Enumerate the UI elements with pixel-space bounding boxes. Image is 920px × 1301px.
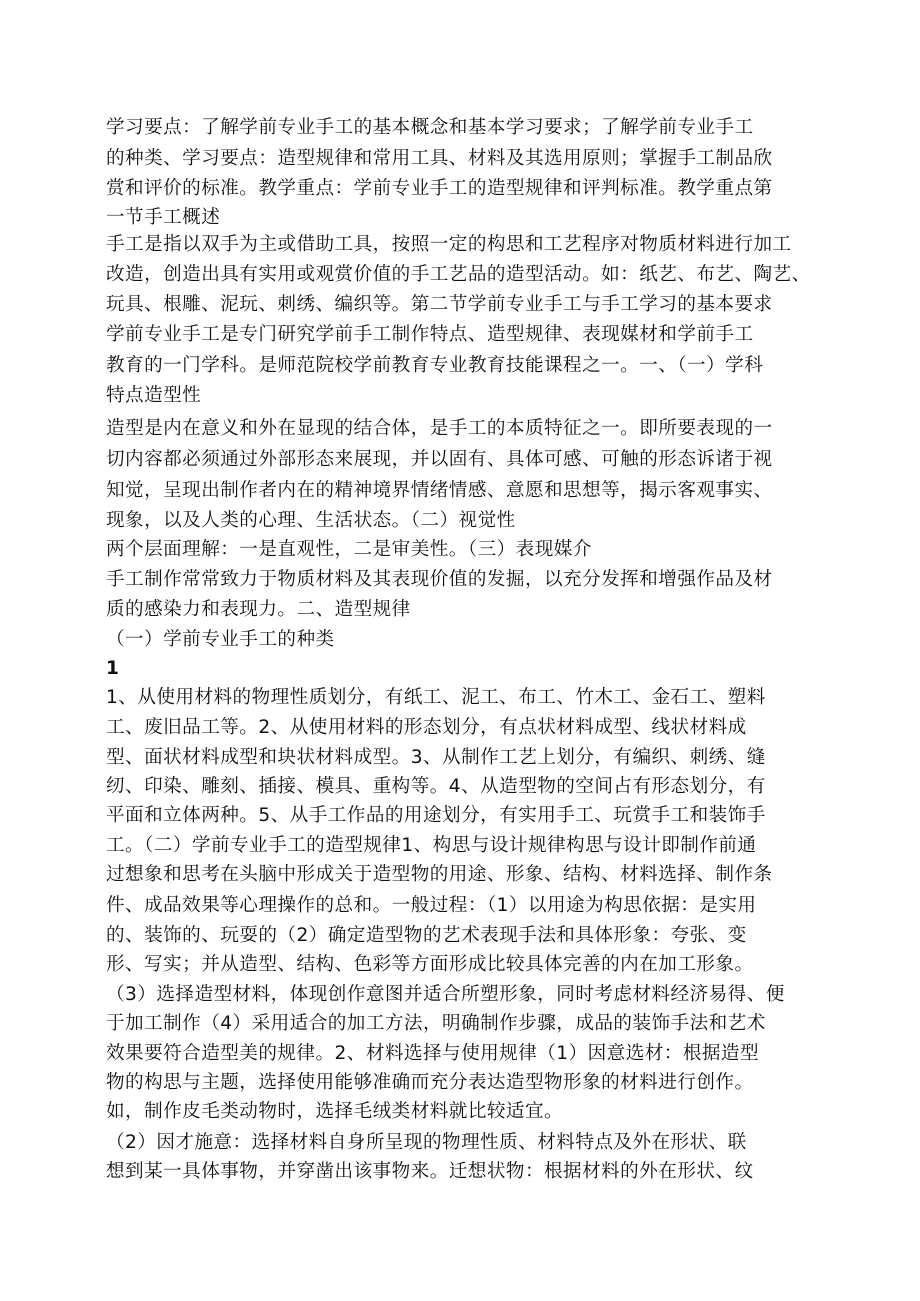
- text-line: 手工制作常常致力于物质材料及其表现价值的发掘，以充分发挥和增强作品及材: [106, 569, 773, 590]
- text-line: 工、废旧品工等。2、从使用材料的形态划分，有点状材料成型、线状材料成: [106, 717, 747, 738]
- text-line: 学前专业手工是专门研究学前手工制作特点、造型规律、表现媒材和学前手工: [106, 324, 754, 345]
- text-line: 件、成品效果等心理操作的总和。一般过程：（1）以用途为构思依据：是实用: [106, 895, 757, 916]
- text-line: （3）选择造型材料，体现创作意图并适合所塑形象，同时考虑材料经济易得、便: [106, 984, 785, 1005]
- text-line: 平面和立体两种。5、从手工作品的用途划分，有实用手工、玩赏手工和装饰手: [106, 805, 766, 826]
- text-line: 知觉，呈现出制作者内在的精神境界情绪情感、意愿和思想等，揭示客观事实、: [106, 480, 773, 501]
- text-line: 的、装饰的、玩耍的（2）确定造型物的艺术表现手法和具体形象：夸张、变: [106, 925, 747, 946]
- text-line: 于加工制作（4）采用适合的加工方法，明确制作步骤，成品的装饰手法和艺术: [106, 1013, 766, 1034]
- text-line: 切内容都必须通过外部形态来展现，并以固有、具体可感、可触的形态诉诸于视: [106, 449, 773, 470]
- text-line: 过想象和思考在头脑中形成关于造型物的用途、形象、结构、材料选择、制作条: [106, 864, 773, 885]
- text-line: 1、从使用材料的物理性质划分，有纸工、泥工、布工、竹木工、金石工、塑料: [106, 687, 766, 708]
- text-line: 的种类、学习要点：造型规律和常用工具、材料及其选用原则；掌握手工制品欣: [106, 148, 773, 169]
- text-line: 质的感染力和表现力。二、造型规律: [106, 599, 411, 620]
- text-line: 学习要点：了解学前专业手工的基本概念和基本学习要求；了解学前专业手工: [106, 117, 754, 138]
- text-line: 形、写实；并从造型、结构、色彩等方面形成比较具体完善的内在加工形象。: [106, 954, 754, 975]
- text-line: 如，制作皮毛类动物时，选择毛绒类材料就比较适宜。: [106, 1101, 564, 1122]
- text-line: 一节手工概述: [106, 207, 221, 228]
- text-line: 效果要符合造型美的规律。2、材料选择与使用规律（1）因意选材：根据造型: [106, 1043, 760, 1064]
- section-number: 1: [106, 658, 120, 679]
- text-line: 改造，创造出具有实用或观赏价值的手工艺品的造型活动。如：纸艺、布艺、陶艺、: [106, 264, 811, 285]
- text-line: 工。（二）学前专业手工的造型规律1、构思与设计规律构思与设计即制作前通: [106, 835, 757, 856]
- text-line: 教育的一门学科。是师范院校学前教育专业教育技能课程之一。一、（一）学科: [106, 355, 764, 376]
- text-line: 型、面状材料成型和块状材料成型。3、从制作工艺上划分，有编织、刺绣、缝: [106, 747, 766, 768]
- text-line: 赏和评价的标准。教学重点：学前专业手工的造型规律和评判标准。教学重点第: [106, 178, 773, 199]
- text-line: 造型是内在意义和外在显现的结合体，是手工的本质特征之一。即所要表现的一: [106, 418, 773, 439]
- text-line: 现象，以及人类的心理、生活状态。（二）视觉性: [106, 510, 516, 531]
- text-line: 想到某一具体事物，并穿凿出该事物来。迁想状物：根据材料的外在形状、纹: [106, 1161, 754, 1182]
- text-line: 特点造型性: [106, 385, 202, 406]
- text-line: 手工是指以双手为主或借助工具，按照一定的构思和工艺程序对物质材料进行加工: [106, 234, 792, 255]
- text-line: 纫、印染、雕刻、插接、模具、重构等。4、从造型物的空间占有形态划分，有: [106, 776, 766, 797]
- text-line: （一）学前专业手工的种类: [106, 629, 335, 650]
- text-line: （2）因才施意：选择材料自身所呈现的物理性质、材料特点及外在形状、联: [106, 1132, 747, 1153]
- text-line: 两个层面理解：一是直观性，二是审美性。（三）表现媒介: [106, 539, 592, 560]
- text-line: 物的构思与主题，选择使用能够准确而充分表达造型物形象的材料进行创作。: [106, 1072, 754, 1093]
- text-line: 玩具、根雕、泥玩、刺绣、编织等。第二节学前专业手工与手工学习的基本要求: [106, 294, 773, 315]
